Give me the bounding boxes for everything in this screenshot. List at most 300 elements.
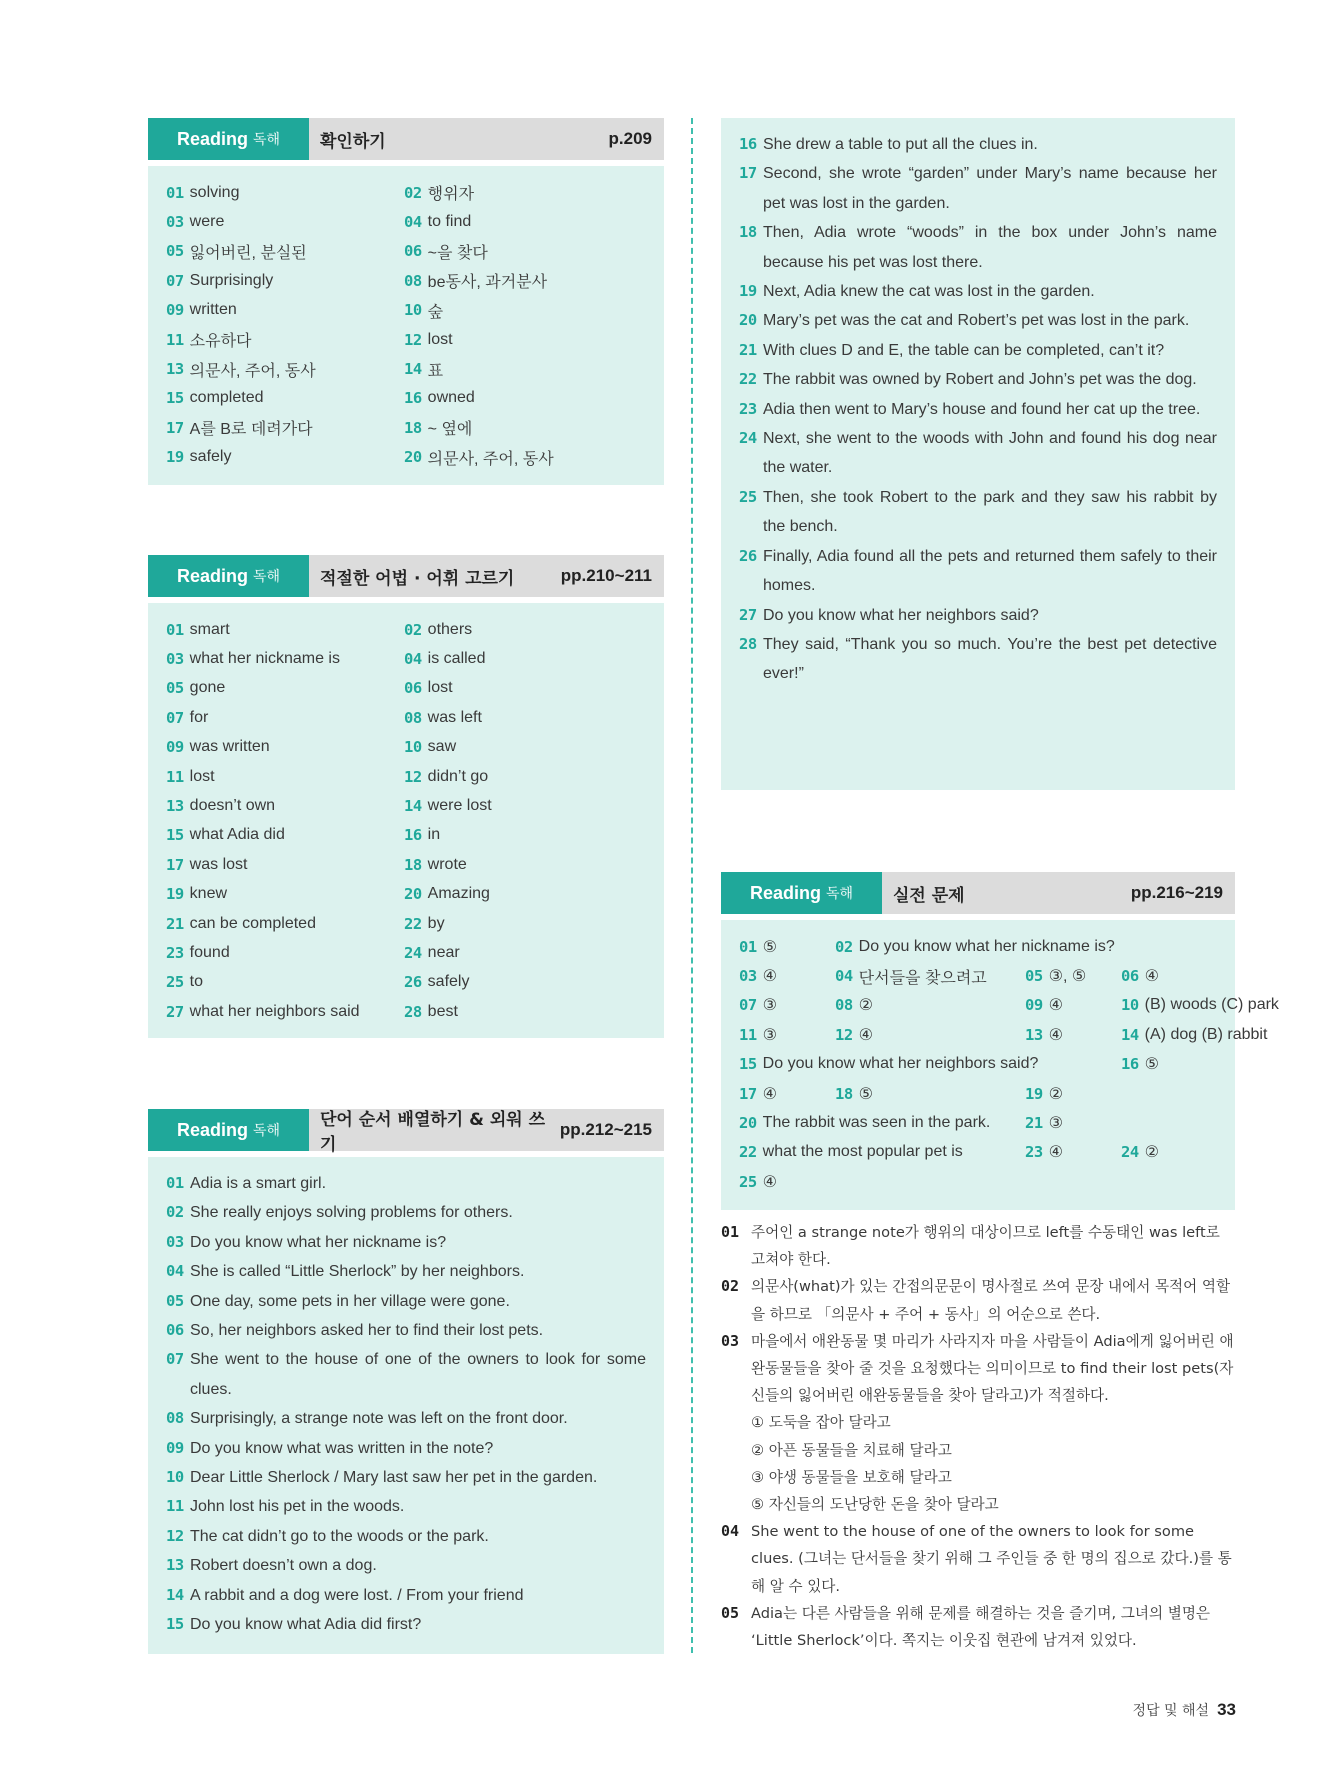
item-answer: ② [1048,1085,1064,1103]
item-sentence: John lost his pet in the woods. [190,1498,405,1516]
item-number: 16 [404,389,422,408]
item-answer: ③, ⑤ [1048,968,1087,986]
item-answer: was lost [189,855,248,873]
item-sentence: Second, she wrote “garden” under Mary’s name because her pet was lost in the garden. [763,165,1217,212]
item-answer: written [189,301,237,319]
item-number: 26 [404,973,422,992]
section-word-order-cont [721,118,1235,790]
sentence-item [166,1257,646,1286]
answer-item [166,296,404,325]
sentence-item [166,1198,646,1227]
reading-tag: Reading 독해 [148,118,309,160]
answer-item [404,703,646,732]
item-number: 16 [1121,1055,1139,1074]
item-number: 20 [404,885,422,904]
explanation-number: 01 [721,1223,740,1241]
answer-item [404,850,646,879]
answer-item [404,968,646,997]
item-number: 01 [739,937,757,956]
explanation-text: 마을에서 애완동물 몇 마리가 사라지자 마을 사람들이 Adia에게 잃어버린 애완동물들을 찾아 줄 것을 요청했다는 의미이므로 to find their lost pets(자신들의 잃어버린 애완동물들을 찾아 달라고)가 적절하다. [751,1332,1234,1405]
item-number: 21 [166,914,184,933]
item-answer: what the most popular pet is [762,1143,963,1161]
item-answer: was written [189,738,270,756]
item-answer: 의문사, 주어, 동사 [189,362,316,380]
answer-item [166,968,404,997]
item-answer: is called [427,650,486,668]
item-number: 25 [166,973,184,992]
item-answer: smart [189,620,230,638]
answer-item [404,821,646,850]
practice-item [739,991,835,1020]
answer-item [166,909,404,938]
item-answer: ④ [1144,968,1160,986]
sentence-item [166,1434,646,1463]
item-answer: near [427,943,460,961]
item-number: 14 [1121,1025,1139,1044]
item-answer: 표 [427,362,444,380]
item-number: 04 [166,1262,184,1281]
answer-item [404,791,646,820]
answer-item [404,237,646,266]
item-number: 18 [835,1084,853,1103]
item-number: 10 [404,301,422,320]
item-sentence: Robert doesn’t own a dog. [190,1557,377,1575]
answer-item [166,384,404,413]
item-answer: knew [189,885,228,903]
answer-panel [148,1157,664,1654]
practice-item [835,991,1025,1020]
item-number: 08 [404,271,422,290]
empty-cell [1025,1167,1121,1196]
explanation-option: ② 아픈 동물들을 치료해 달라고 [751,1441,952,1459]
sentence-item [739,336,1217,365]
item-number: 01 [166,620,184,639]
page-number: 33 [1217,1700,1236,1719]
sentence-item [739,130,1217,159]
item-number: 08 [166,1409,184,1428]
answer-item [404,296,646,325]
item-number: 10 [166,1468,184,1487]
answer-item [404,615,646,644]
answer-item [404,762,646,791]
sentence-item [739,542,1217,601]
section-title: 실전 문제 [893,885,965,906]
item-number: 16 [739,135,757,153]
section-title: 확인하기 [320,131,386,152]
item-answer: 의문사, 주어, 동사 [427,450,554,468]
answer-item [404,266,646,295]
empty-cell [835,1167,1025,1196]
answer-panel [148,166,664,485]
item-number: 24 [404,943,422,962]
item-answer: wrote [427,855,467,873]
item-number: 09 [166,301,184,320]
empty-cell [1121,1079,1279,1108]
answer-item [404,997,646,1026]
answer-item [166,703,404,732]
item-answer: others [427,620,473,638]
sentence-item [739,424,1217,483]
practice-item [739,1167,835,1196]
item-answer: lost [189,767,215,785]
empty-cell [1121,1167,1279,1196]
item-number: 12 [835,1025,853,1044]
item-number: 17 [739,164,757,183]
explanation-option: ③ 야생 동물들을 보호해 달라고 [751,1468,952,1486]
answer-item [166,762,404,791]
answer-item [404,325,646,354]
item-answer: ② [858,997,874,1015]
item-number: 13 [166,1556,184,1575]
practice-item [739,1108,1025,1137]
explanation-option: ① 도둑을 잡아 달라고 [751,1414,891,1432]
item-sentence: With clues D and E, the table can be completed, can’t it? [763,341,1165,359]
explanation-item [721,1600,1235,1654]
item-number: 06 [404,242,422,261]
item-number: 02 [166,1203,184,1222]
explanation-text: Adia는 다른 사람들을 위해 문제를 해결하는 것을 즐기며, 그녀의 별명은 ‘Little Sherlock’이다. 쪽지는 이웃집 현관에 남겨져 있었다. [751,1604,1211,1650]
item-sentence: Adia is a smart girl. [190,1175,327,1192]
item-number: 02 [404,620,422,639]
explanation-item [721,1219,1235,1273]
item-sentence: Next, she went to the woods with John and found his dog near the water. [763,430,1217,477]
answer-item [404,413,646,442]
item-number: 13 [166,360,184,379]
item-number: 27 [739,605,757,624]
item-sentence: She is called “Little Sherlock” by her neighbors. [190,1263,525,1281]
answer-item [166,880,404,909]
practice-item [1025,991,1121,1020]
item-answer: ③ [1048,1115,1064,1133]
answer-panel [721,920,1279,1210]
item-number: 11 [166,330,184,349]
sentence-item [739,483,1217,542]
item-answer: ④ [858,1026,874,1044]
item-sentence: Do you know what her neighbors said? [763,606,1039,624]
item-number: 09 [166,738,184,757]
item-sentence: Surprisingly, a strange note was left on the front door. [190,1410,568,1428]
practice-item [835,1079,1025,1108]
item-answer: what her nickname is [189,650,340,668]
item-number: 23 [739,399,757,418]
item-answer: (A) dog (B) rabbit [1144,1025,1268,1043]
answer-item [404,384,646,413]
item-answer: ② [1144,1144,1160,1162]
item-answer: were [189,213,225,231]
item-number: 02 [404,183,422,202]
sentence-item [166,1610,646,1639]
item-number: 19 [1025,1084,1043,1103]
item-number: 08 [404,708,422,727]
practice-item [1121,1050,1279,1079]
section-header [148,1109,664,1155]
item-answer: doesn’t own [189,797,276,815]
item-number: 22 [739,370,757,389]
explanation-text: She went to the house of one of the owners to look for some clues. (그녀는 단서들을 찾기 위해 그 주인들 중 한 명의 집으로 갔다.)를 통해 알 수 있다. [751,1523,1232,1595]
answer-item [166,821,404,850]
answer-item [166,733,404,762]
item-number: 28 [404,1002,422,1021]
empty-cell [1121,1108,1279,1137]
answer-item [166,644,404,673]
item-answer: Do you know what her nickname is? [858,937,1115,955]
item-sentence: Dear Little Sherlock / Mary last saw her pet in the garden. [190,1469,598,1487]
page-ref: pp.216~219 [1130,883,1223,902]
practice-item [1121,1138,1279,1167]
explanation-text: 의문사(what)가 있는 간접의문문이 명사절로 쓰여 문장 내에서 목적어 역할을 하므로 「의문사 + 주어 + 동사」의 어순으로 쓴다. [751,1278,1231,1323]
practice-item [739,1020,835,1049]
item-number: 20 [404,448,422,467]
item-number: 10 [1121,996,1139,1015]
sentence-item [739,306,1217,335]
item-number: 16 [404,826,422,845]
item-sentence: Do you know what her nickname is? [190,1233,447,1251]
item-answer: lost [427,330,453,348]
answer-item [404,178,646,207]
item-answer: to find [427,213,472,231]
item-number: 18 [404,855,422,874]
item-sentence: Next, Adia knew the cat was lost in the garden. [763,283,1095,301]
item-answer: Surprisingly [189,271,274,289]
item-number: 15 [166,1615,184,1634]
answer-item [404,443,646,472]
item-number: 05 [166,1291,184,1310]
item-number: 24 [1121,1143,1139,1162]
item-number: 05 [1025,967,1043,986]
sentence-item [166,1581,646,1610]
practice-item [1025,1079,1121,1108]
answer-item [166,237,404,266]
item-answer: by [427,914,445,932]
item-sentence: Finally, Adia found all the pets and returned them safely to their homes. [763,547,1217,595]
item-answer: ④ [1048,1144,1064,1162]
item-sentence: Mary’s pet was the cat and Robert’s pet was lost in the park. [763,312,1190,330]
explanations [721,1219,1235,1654]
item-number: 10 [404,738,422,757]
item-number: 03 [166,650,184,669]
item-answer: 잃어버린, 분실된 [189,244,307,262]
item-number: 25 [739,487,757,506]
answer-item [166,207,404,236]
practice-item [835,961,1025,990]
item-number: 20 [739,311,757,330]
reading-tag: Reading 독해 [721,872,882,914]
item-number: 09 [1025,996,1043,1015]
item-number: 13 [166,797,184,816]
item-number: 05 [166,242,184,261]
item-number: 03 [739,967,757,986]
item-answer: ③ [762,997,778,1015]
item-answer: ④ [762,1173,778,1191]
sentence-item [166,1345,646,1404]
item-number: 03 [166,1232,184,1251]
item-number: 12 [404,330,422,349]
item-number: 19 [166,448,184,467]
item-number: 24 [739,429,757,448]
item-answer: (B) woods (C) park [1144,996,1279,1014]
item-answer: didn’t go [427,767,489,785]
section-header [721,872,1235,914]
practice-item [739,961,835,990]
section-grammar [148,555,664,1038]
section-word-order [148,1109,664,1654]
practice-item [1025,961,1121,990]
item-answer: 단서들을 찾으려고 [858,969,987,987]
item-number: 14 [404,797,422,816]
section-check [148,118,664,485]
item-answer: ⑤ [762,938,778,956]
section-title: 적절한 어법 · 어휘 고르기 [320,568,515,589]
item-number: 07 [166,1350,184,1369]
item-number: 18 [404,418,422,437]
item-number: 17 [739,1084,757,1103]
practice-item [835,1020,1025,1049]
sentence-item [166,1492,646,1521]
item-number: 19 [166,885,184,904]
sentence-item [166,1551,646,1580]
practice-item [1121,1020,1279,1049]
answer-panel [721,118,1235,790]
item-number: 17 [166,855,184,874]
sentence-item [739,365,1217,394]
item-number: 26 [739,546,757,565]
explanation-number: 04 [721,1522,740,1541]
item-number: 07 [166,708,184,727]
item-number: 18 [739,223,757,242]
answer-item [404,938,646,967]
answer-item [166,674,404,703]
item-answer: were lost [427,797,492,815]
item-answer: ④ [1048,1026,1064,1044]
item-sentence: She really enjoys solving problems for others. [190,1204,513,1222]
explanation-number: 03 [721,1331,740,1350]
explanation-item [721,1328,1235,1410]
sentence-item [739,630,1217,689]
item-sentence: She went to the house of one of the owners to look for some clues. [190,1351,646,1398]
section-header [148,555,664,597]
practice-item [1121,991,1279,1020]
sentence-item [739,277,1217,306]
practice-item [739,1138,1025,1167]
section-header [148,118,664,160]
item-answer: can be completed [189,914,316,932]
item-number: 19 [739,282,757,301]
item-answer: was left [427,708,482,726]
sentence-item [166,1404,646,1433]
item-answer: completed [189,389,264,407]
item-answer: ④ [762,968,778,986]
item-answer: ③ [762,1026,778,1044]
item-answer: be동사, 과거분사 [427,274,548,292]
sentence-item [739,159,1217,218]
item-number: 15 [166,389,184,408]
item-answer: ⑤ [1144,1056,1160,1074]
explanation-text: 주어인 a strange note가 행위의 대상이므로 left를 수동태인 was left로 고쳐야 한다. [751,1224,1220,1269]
item-number: 11 [739,1025,757,1044]
explanation-item [721,1273,1235,1327]
item-number: 21 [739,340,757,359]
answer-item [404,674,646,703]
sentence-item [166,1287,646,1316]
item-number: 13 [1025,1025,1043,1044]
practice-item [739,1050,1121,1079]
item-number: 15 [166,826,184,845]
practice-item [1025,1020,1121,1049]
item-answer: 행위자 [427,186,475,204]
item-number: 09 [166,1438,184,1457]
answer-item [166,850,404,879]
sentence-item [739,395,1217,424]
item-number: 04 [404,213,422,232]
item-number: 17 [166,418,184,437]
item-number: 05 [166,679,184,698]
answer-item [166,325,404,354]
item-number: 04 [835,967,853,986]
sentence-item [739,601,1217,630]
item-answer: A를 B로 데려가다 [189,421,313,439]
item-sentence: Then, Adia wrote “woods” in the box under John’s name because his pet was lost there. [763,224,1217,271]
answer-item [166,354,404,383]
item-sentence: The rabbit was owned by Robert and John’s pet was the dog. [763,371,1197,389]
item-number: 14 [166,1585,184,1604]
practice-item [1121,961,1279,990]
sentence-item [166,1169,646,1198]
item-number: 12 [404,767,422,786]
item-answer: for [189,708,209,726]
item-answer: ⑤ [858,1085,874,1103]
item-number: 22 [404,914,422,933]
column-divider [691,118,693,1653]
item-number: 22 [739,1143,757,1162]
item-answer: in [427,826,441,844]
sentence-item [739,218,1217,277]
section-practice [721,872,1279,1210]
item-number: 02 [835,937,853,956]
item-answer: safely [189,448,232,466]
sentence-item [166,1316,646,1345]
item-answer: ~ 옆에 [427,421,473,439]
practice-item [1025,1108,1121,1137]
item-sentence: One day, some pets in her village were gone. [190,1292,510,1310]
answer-item [404,207,646,236]
item-sentence: A rabbit and a dog were lost. / From your friend [190,1586,524,1604]
answer-item [166,266,404,295]
item-answer: what her neighbors said [189,1002,360,1020]
item-answer: Do you know what her neighbors said? [762,1055,1039,1073]
item-number: 08 [835,996,853,1015]
item-answer: what Adia did [189,826,285,844]
item-number: 15 [739,1055,757,1074]
item-answer: best [427,1002,458,1020]
item-answer: gone [189,679,226,697]
item-number: 21 [1025,1114,1043,1133]
item-answer: safely [427,973,470,991]
answer-item [166,178,404,207]
explanation-option: ⑤ 자신들의 도난당한 돈을 찾아 달라고 [751,1496,999,1514]
item-number: 20 [739,1114,757,1133]
explanation-number: 02 [721,1277,740,1296]
item-sentence: The cat didn’t go to the woods or the park. [190,1527,489,1545]
answer-item [166,443,404,472]
item-sentence: Do you know what was written in the note? [190,1439,494,1457]
item-answer: Amazing [427,885,490,903]
answer-item [404,644,646,673]
item-sentence: Then, she took Robert to the park and they saw his rabbit by the bench. [763,488,1217,536]
page-ref: p.209 [608,129,652,148]
answer-item [404,354,646,383]
practice-item [739,1079,835,1108]
item-number: 07 [739,996,757,1015]
